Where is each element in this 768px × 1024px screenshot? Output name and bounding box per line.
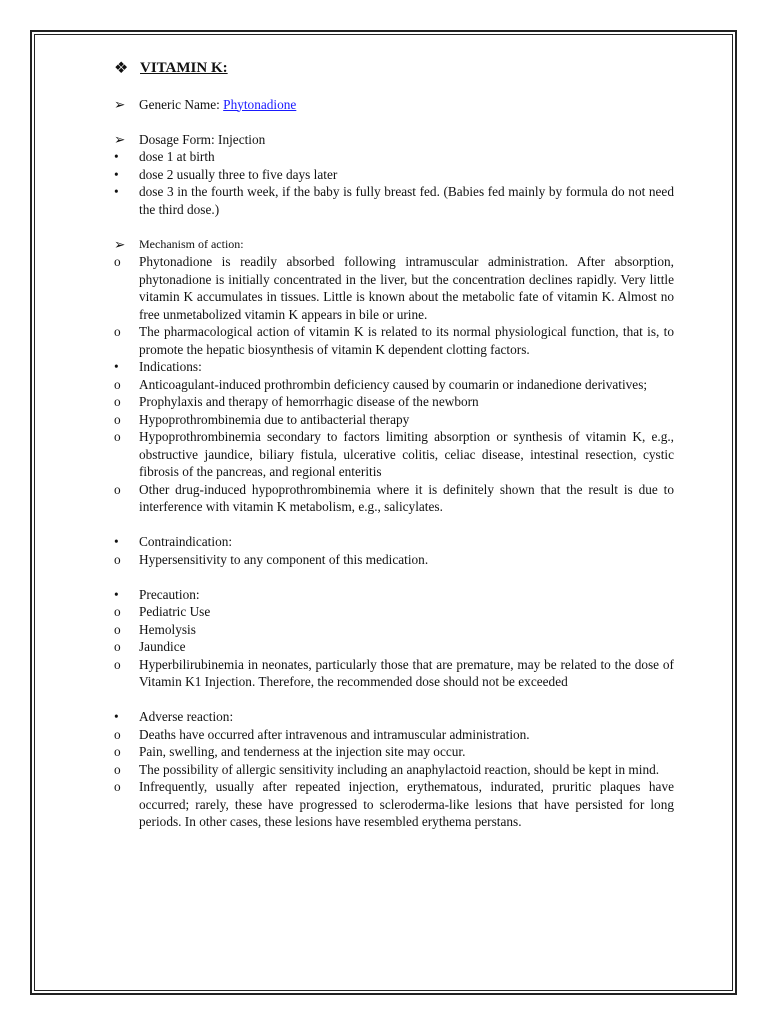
bullet-icon: • <box>114 586 119 602</box>
list-item <box>114 743 674 761</box>
title-row <box>114 60 674 78</box>
list-item <box>114 428 674 481</box>
circle-bullet-icon: o <box>114 551 121 567</box>
generic-name-label: Generic Name: <box>139 96 224 112</box>
bullet-icon: • <box>114 534 119 549</box>
list-item <box>114 778 674 831</box>
list-item <box>114 148 674 166</box>
arrow-bullet-icon: ➢ <box>114 131 126 147</box>
list-item <box>114 603 674 621</box>
indication-item: Hypoprothrombinemia secondary to factors limiting absorption or synthesis of vitamin K, e.g., obstructive jaundice, biliary fistula, ulcerative colitis, celiac disease, intestinal resection, cystic fibrosis of the pancreas, and regional enteritis <box>139 429 674 479</box>
circle-bullet-icon: o <box>114 254 121 269</box>
list-item <box>114 761 674 779</box>
document-content <box>114 60 674 831</box>
circle-bullet-icon: o <box>114 779 121 794</box>
circle-bullet-icon: o <box>114 726 121 742</box>
contraindication-label: Contraindication: <box>139 534 233 549</box>
list-item <box>114 166 674 184</box>
circle-bullet-icon: o <box>114 394 121 409</box>
adverse-item: Infrequently, usually after repeated injection, erythematous, indurated, pruritic plaques have occurred; rarely, these have progressed to scleroderma-like lesions that have persisted for long periods. In other cases, these lesions have resembled erythema perstans. <box>139 779 674 829</box>
indication-item: Hypoprothrombinemia due to antibacterial therapy <box>139 411 410 427</box>
circle-bullet-icon: o <box>114 639 121 654</box>
circle-bullet-icon: o <box>114 429 121 444</box>
adverse-item: Deaths have occurred after intravenous and intramuscular administration. <box>139 726 530 742</box>
list-item <box>114 411 674 429</box>
mechanism-item: Phytonadione is readily absorbed following intramuscular administration. After absorption, phytonadione is initially concentrated in the liver, but the concentration declines rapidly. Very little vitamin K accumulates in tissues. Little is known about the metabolic fate of vitamin K. Almost no free unmetabolized vitamin K appears in bile or urine. <box>139 254 674 322</box>
circle-bullet-icon: o <box>114 481 121 497</box>
precaution-label: Precaution: <box>139 586 200 602</box>
adverse-row <box>114 708 674 726</box>
bullet-icon: • <box>114 359 119 374</box>
page-title: VITAMIN K: <box>140 60 228 76</box>
precaution-row <box>114 586 674 604</box>
list-item <box>114 253 674 323</box>
indication-item: Other drug-induced hypoprothrombinemia where it is definitely shown that the result is due to interference with vitamin K metabolism, e.g., salicylates. <box>139 481 674 514</box>
contraindication-row <box>114 533 674 551</box>
circle-bullet-icon: o <box>114 604 121 619</box>
generic-name-link[interactable]: Phytonadione <box>223 96 297 112</box>
precaution-item: Jaundice <box>139 639 186 654</box>
arrow-bullet-icon: ➢ <box>114 236 126 252</box>
indications-label: Indications: <box>139 359 202 374</box>
dosage-item: dose 3 in the fourth week, if the baby is fully breast fed. (Babies fed mainly by formula do not need the third dose.) <box>139 184 674 217</box>
bullet-icon: • <box>114 166 119 182</box>
mechanism-row <box>114 236 674 254</box>
circle-bullet-icon: o <box>114 656 121 672</box>
adverse-label: Adverse reaction: <box>139 709 234 724</box>
adverse-item: Pain, swelling, and tenderness at the injection site may occur. <box>139 744 466 759</box>
indication-item: Prophylaxis and therapy of hemorrhagic disease of the newborn <box>139 394 479 409</box>
circle-bullet-icon: o <box>114 411 121 427</box>
generic-name-row <box>114 96 674 114</box>
precaution-item: Pediatric Use <box>139 604 211 619</box>
adverse-item: The possibility of allergic sensitivity including an anaphylactoid reaction, should be kept in mind. <box>139 761 660 777</box>
list-item <box>114 656 674 691</box>
list-item <box>114 393 674 411</box>
diamond-bullet-icon: ❖ <box>114 60 129 77</box>
indications-row <box>114 358 674 376</box>
mechanism-label: Mechanism of action: <box>139 236 244 251</box>
list-item <box>114 323 674 358</box>
mechanism-item: The pharmacological action of vitamin K is related to its normal physiological function, that is, to promote the hepatic biosynthesis of vitamin K dependent clotting factors. <box>139 324 674 357</box>
arrow-bullet-icon: ➢ <box>114 96 126 112</box>
list-item <box>114 551 674 569</box>
circle-bullet-icon: o <box>114 761 121 777</box>
list-item <box>114 376 674 394</box>
circle-bullet-icon: o <box>114 324 121 339</box>
dosage-item: dose 1 at birth <box>139 149 215 164</box>
bullet-icon: • <box>114 149 119 164</box>
bullet-icon: • <box>114 184 119 199</box>
list-item <box>114 481 674 516</box>
precaution-item: Hyperbilirubinemia in neonates, particularly those that are premature, may be related to the dose of Vitamin K1 Injection. Therefore, the recommended dose should not be exceeded <box>139 656 674 689</box>
contraindication-item: Hypersensitivity to any component of this medication. <box>139 551 429 567</box>
list-item <box>114 183 674 218</box>
bullet-icon: • <box>114 709 119 724</box>
list-item <box>114 638 674 656</box>
circle-bullet-icon: o <box>114 621 121 637</box>
dosage-form-row <box>114 131 674 149</box>
list-item <box>114 621 674 639</box>
precaution-item: Hemolysis <box>139 621 196 637</box>
list-item <box>114 726 674 744</box>
dosage-item: dose 2 usually three to five days later <box>139 166 338 182</box>
circle-bullet-icon: o <box>114 744 121 759</box>
circle-bullet-icon: o <box>114 376 121 392</box>
dosage-form-label: Dosage Form: Injection <box>139 131 266 147</box>
indication-item: Anticoagulant-induced prothrombin deficiency caused by coumarin or indanedione derivatives; <box>139 376 648 392</box>
